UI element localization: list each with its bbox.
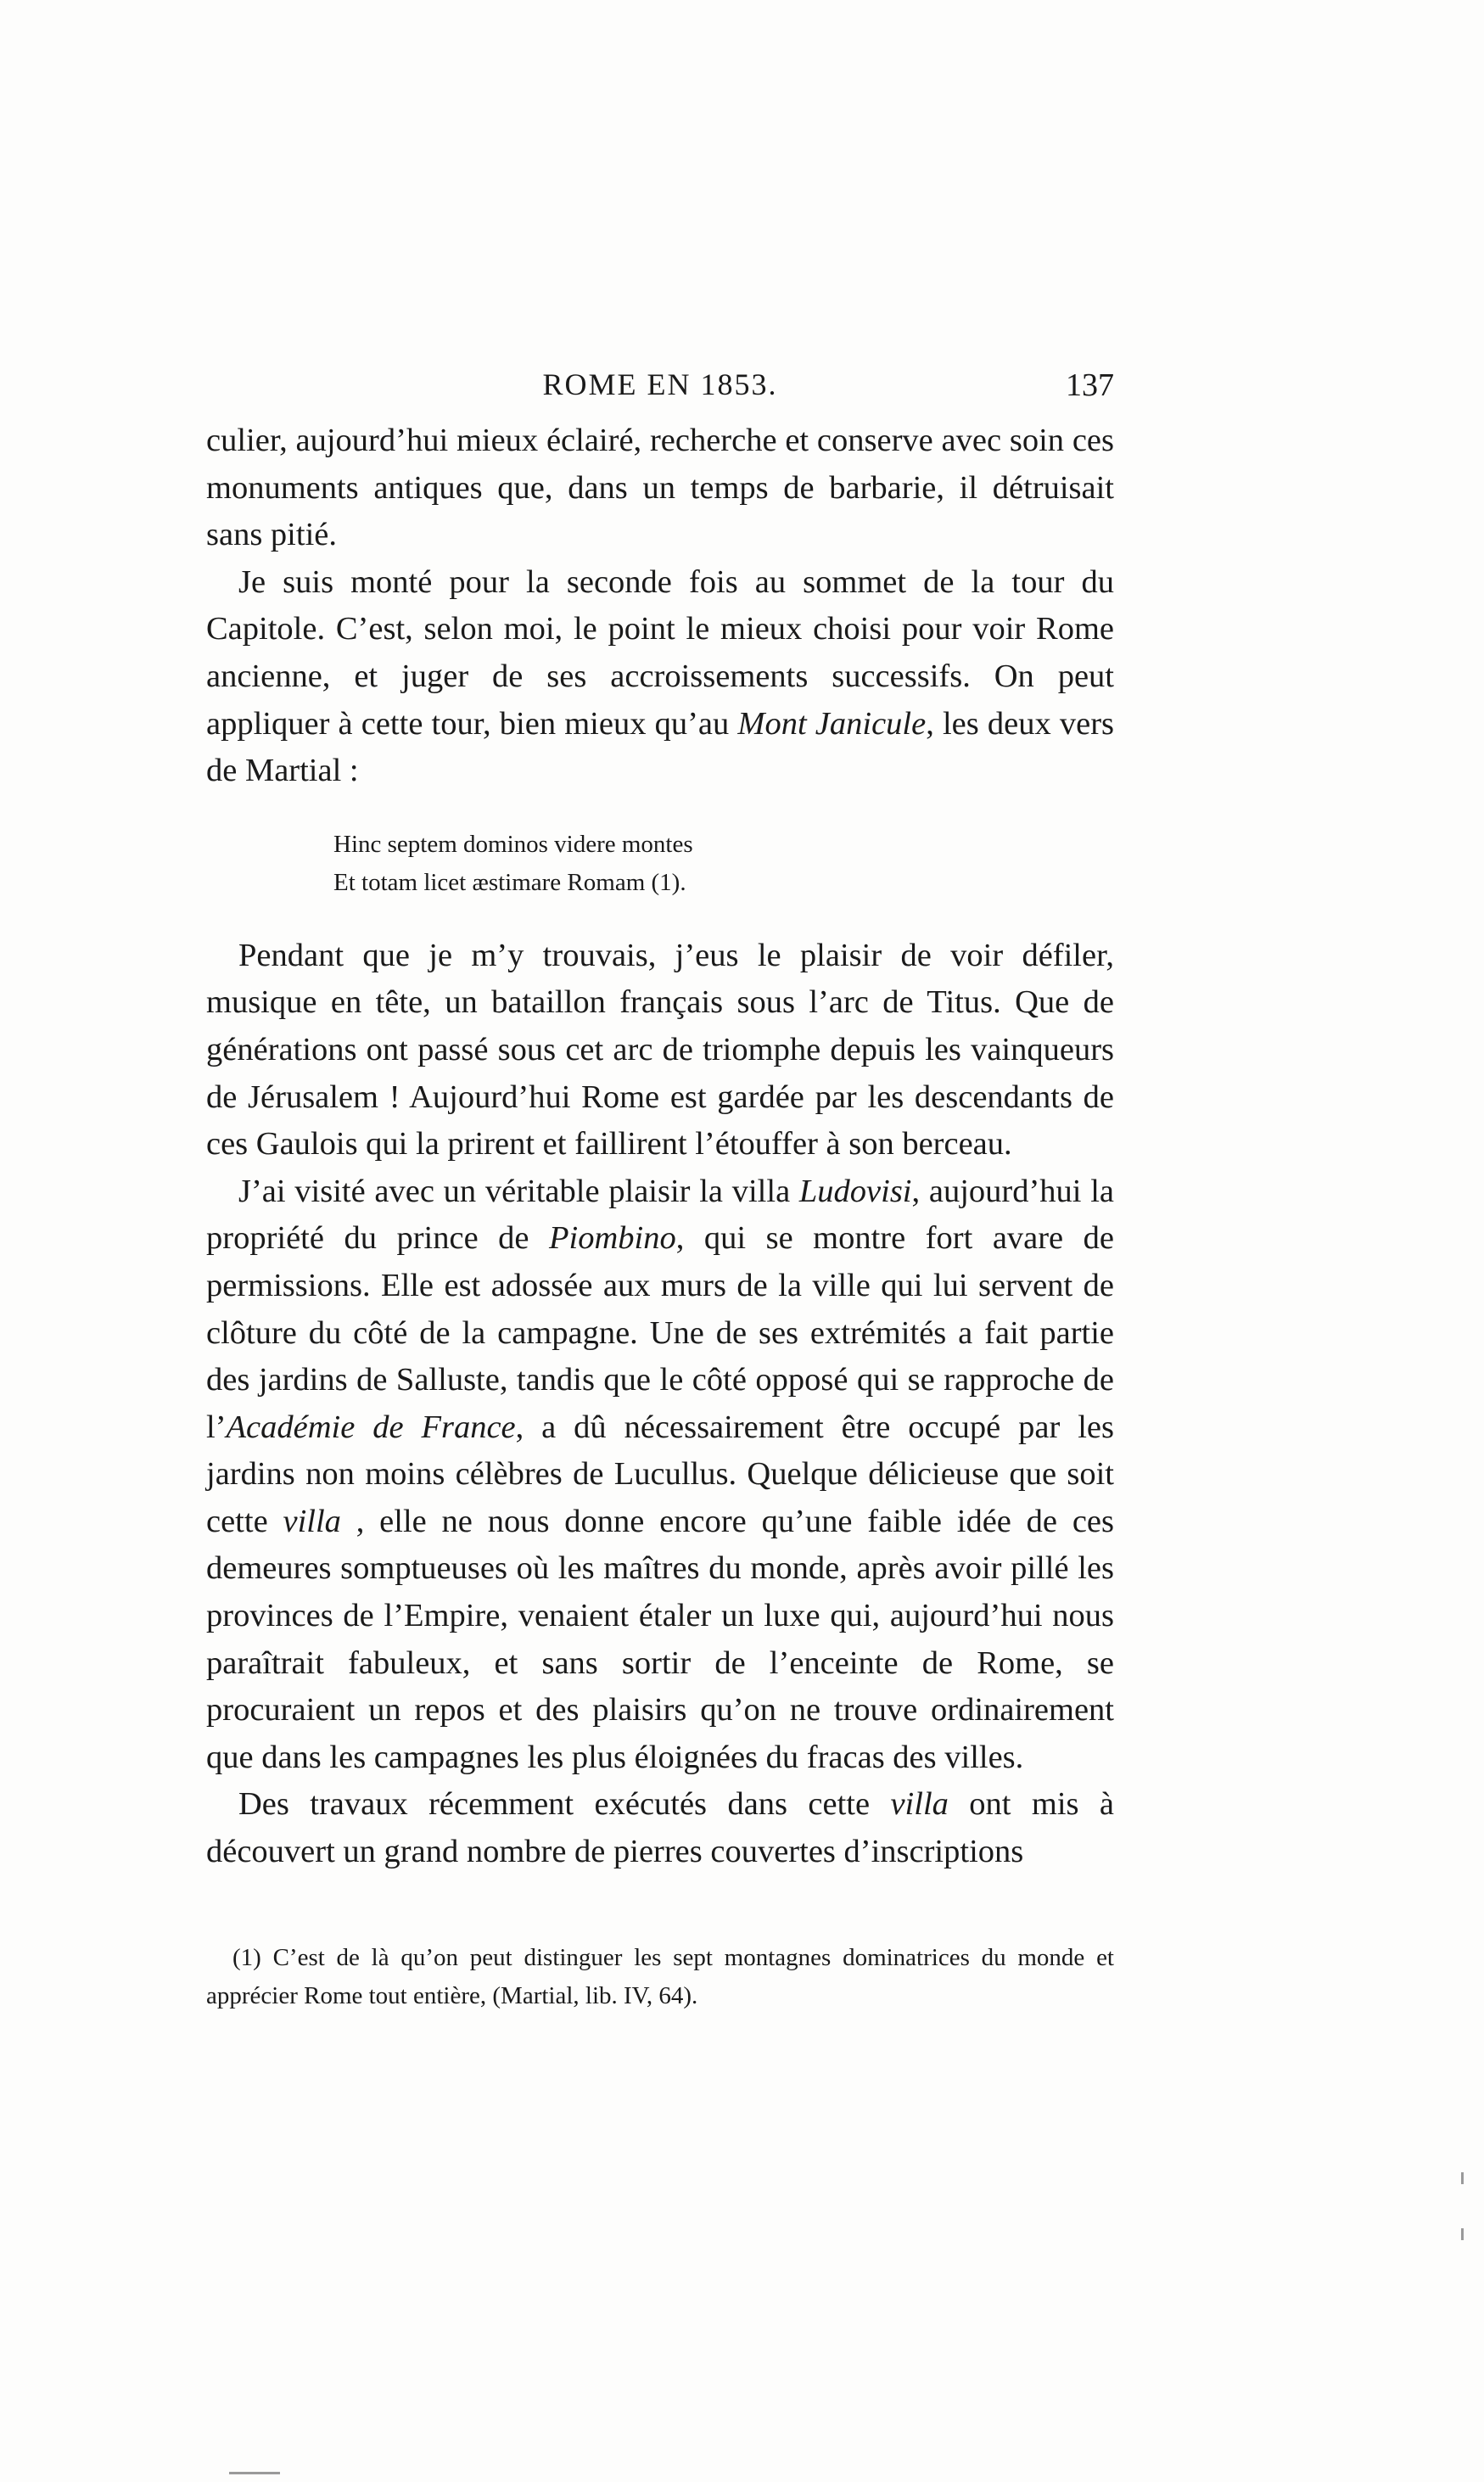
paragraph-inscriptions bbox=[206, 1781, 1114, 1875]
verse-line-2: Et totam licet æstimare Romam (1). bbox=[333, 868, 686, 896]
text-run: Je suis monté pour la seconde fois au sommet de la tour du Capitole. C’est, selon moi, le point le mieux choisi pour voir Rome ancienne, et juger de ses accroissements successifs. On peut appliquer à cette tour, bien mieux qu’au bbox=[206, 563, 1114, 742]
margin-speck bbox=[1461, 2172, 1464, 2184]
paragraph-continuation bbox=[206, 417, 1114, 559]
text-run: , les deux vers de Martial : bbox=[206, 705, 1115, 789]
text-run: J’ai visité avec un véritable plaisir la villa bbox=[238, 1173, 799, 1209]
italic-text: Piombino bbox=[549, 1220, 676, 1257]
text-run: , elle ne nous donne encore qu’une faible idée de ces demeures somptueuses où les maîtres du monde, après avoir pillé les provinces de l’Empire, venaient étaler un luxe qui, aujourd’hui nous paraîtrait fabuleux, et sans sortir de l’enceinte de Rome, se procuraient un repos et des plaisirs qu’on ne trouve ordinairement que dans les campagnes les plus éloignées du fracas des villes. bbox=[206, 1503, 1114, 1775]
body-text bbox=[206, 417, 1114, 1876]
paragraph-titus bbox=[206, 933, 1114, 1168]
italic-text: villa bbox=[283, 1503, 341, 1539]
running-title: ROME EN 1853. bbox=[542, 367, 778, 401]
footnote-1: (1) C’est de là qu’on peut distinguer les sept montagnes dominatrices du monde et apprécier Rome tout entière, (Martial, lib. IV, 64). bbox=[206, 1944, 1114, 2009]
text-run: Pendant que je m’y trouvais, j’eus le plaisir de voir défiler, musique en tête, un bataillon français sous l’arc de Titus. Que de générations ont passé sous cet arc de triomphe depuis les vainqueurs de Jérusalem ! Aujourd’hui Rome est gardée par les descendants de ces Gaulois qui la prirent et faillirent l’étouffer à son berceau. bbox=[206, 937, 1114, 1163]
italic-text: Ludovisi bbox=[798, 1173, 912, 1209]
footnotes bbox=[206, 1939, 1114, 2015]
verse-line-1: Hinc septem dominos videre montes bbox=[333, 830, 693, 858]
verse-quotation bbox=[333, 826, 1114, 902]
paragraph-capitole bbox=[206, 559, 1114, 795]
italic-text: Académie de France bbox=[226, 1409, 516, 1445]
italic-text: villa bbox=[890, 1786, 949, 1823]
paragraph-ludovisi bbox=[206, 1168, 1114, 1782]
text-run: ont mis à découvert un grand nombre de pierres couvertes d’inscriptions bbox=[206, 1786, 1114, 1870]
italic-text: Mont Janicule bbox=[737, 705, 927, 742]
page-number: 137 bbox=[1066, 367, 1114, 403]
margin-speck bbox=[229, 2472, 280, 2474]
text-run: , qui se montre fort avare de permissions. Elle est adossée aux murs de la ville qui lui servent de clôture du côté de la campagne. Une de ses extrémités a fait partie des jardins de Salluste, tandis que le côté opposé qui se rapproche de l’ bbox=[206, 1220, 1114, 1445]
running-head bbox=[206, 367, 1114, 409]
text-run: Des travaux récemment exécutés dans cette bbox=[238, 1786, 891, 1823]
text-run: , a dû nécessairement être occupé par les jardins non moins célèbres de Lucullus. Quelque délicieuse que soit cette bbox=[206, 1409, 1114, 1539]
text-run: , aujourd’hui la propriété du prince de bbox=[206, 1173, 1114, 1257]
text-run: culier, aujourd’hui mieux éclairé, recherche et conserve avec soin ces monuments antiques que, dans un temps de barbarie, il détruisait sans pitié. bbox=[206, 423, 1114, 553]
margin-speck bbox=[1461, 2228, 1464, 2240]
